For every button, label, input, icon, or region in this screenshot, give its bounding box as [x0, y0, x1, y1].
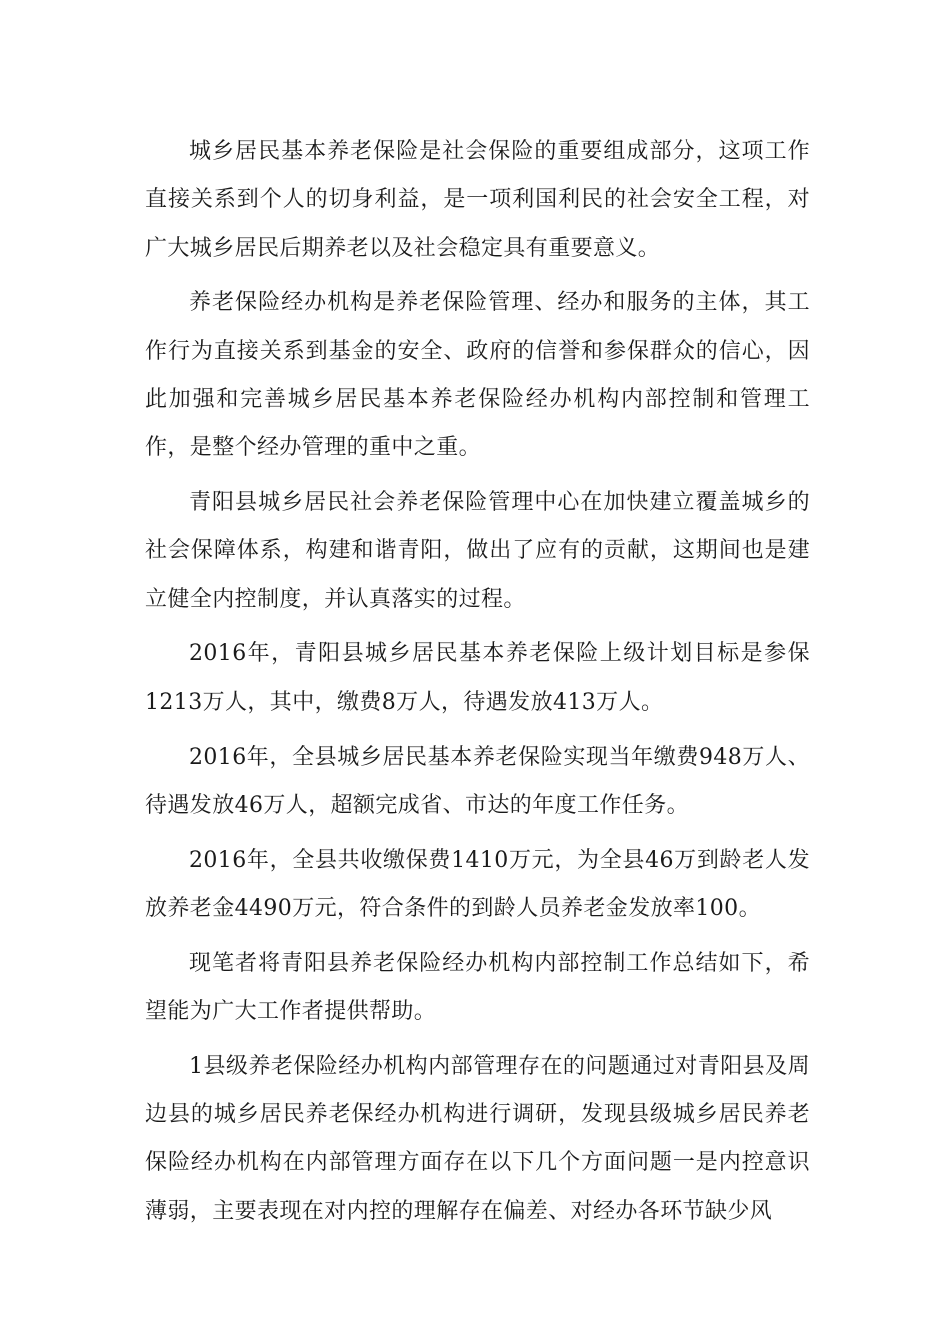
paragraph-2016-achievement: 2016年，全县城乡居民基本养老保险实现当年缴费948万人、待遇发放46万人，超额完成省、市达的年度工作任务。 — [145, 744, 810, 818]
paragraph-agency-role: 养老保险经办机构是养老保险管理、经办和服务的主体，其工作行为直接关系到基金的安全、政府的信誉和参保群众的信心，因此加强和完善城乡居民基本养老保险经办机构内部控制和管理工作，是整个经办管理的重中之重。 — [145, 290, 810, 461]
paragraph-2016-target: 2016年，青阳县城乡居民基本养老保险上级计划目标是参保1213万人，其中，缴费8万人，待遇发放413万人。 — [145, 641, 810, 715]
paragraph-problems: 1县级养老保险经办机构内部管理存在的问题通过对青阳县及周边县的城乡居民养老保经办机构进行调研，发现县级城乡居民养老保险经办机构在内部管理方面存在以下几个方面问题一是内控意识薄弱，主要表现在对内控的理解存在偏差、对经办各环节缺少风 — [145, 1053, 810, 1224]
document-body — [145, 128, 810, 1243]
paragraph-2016-funds: 2016年，全县共收缴保费1410万元，为全县46万到龄老人发放养老金4490万元，符合条件的到龄人员养老金发放率100。 — [145, 847, 810, 921]
paragraph-summary-intro: 现笔者将青阳县养老保险经办机构内部控制工作总结如下，希望能为广大工作者提供帮助。 — [145, 950, 810, 1025]
paragraph-qingyang-center: 青阳县城乡居民社会养老保险管理中心在加快建立覆盖城乡的社会保障体系，构建和谐青阳，做出了应有的贡献，这期间也是建立健全内控制度，并认真落实的过程。 — [145, 490, 810, 612]
paragraph-intro: 城乡居民基本养老保险是社会保险的重要组成部分，这项工作直接关系到个人的切身利益，是一项利国利民的社会安全工程，对广大城乡居民后期养老以及社会稳定具有重要意义。 — [145, 139, 810, 261]
